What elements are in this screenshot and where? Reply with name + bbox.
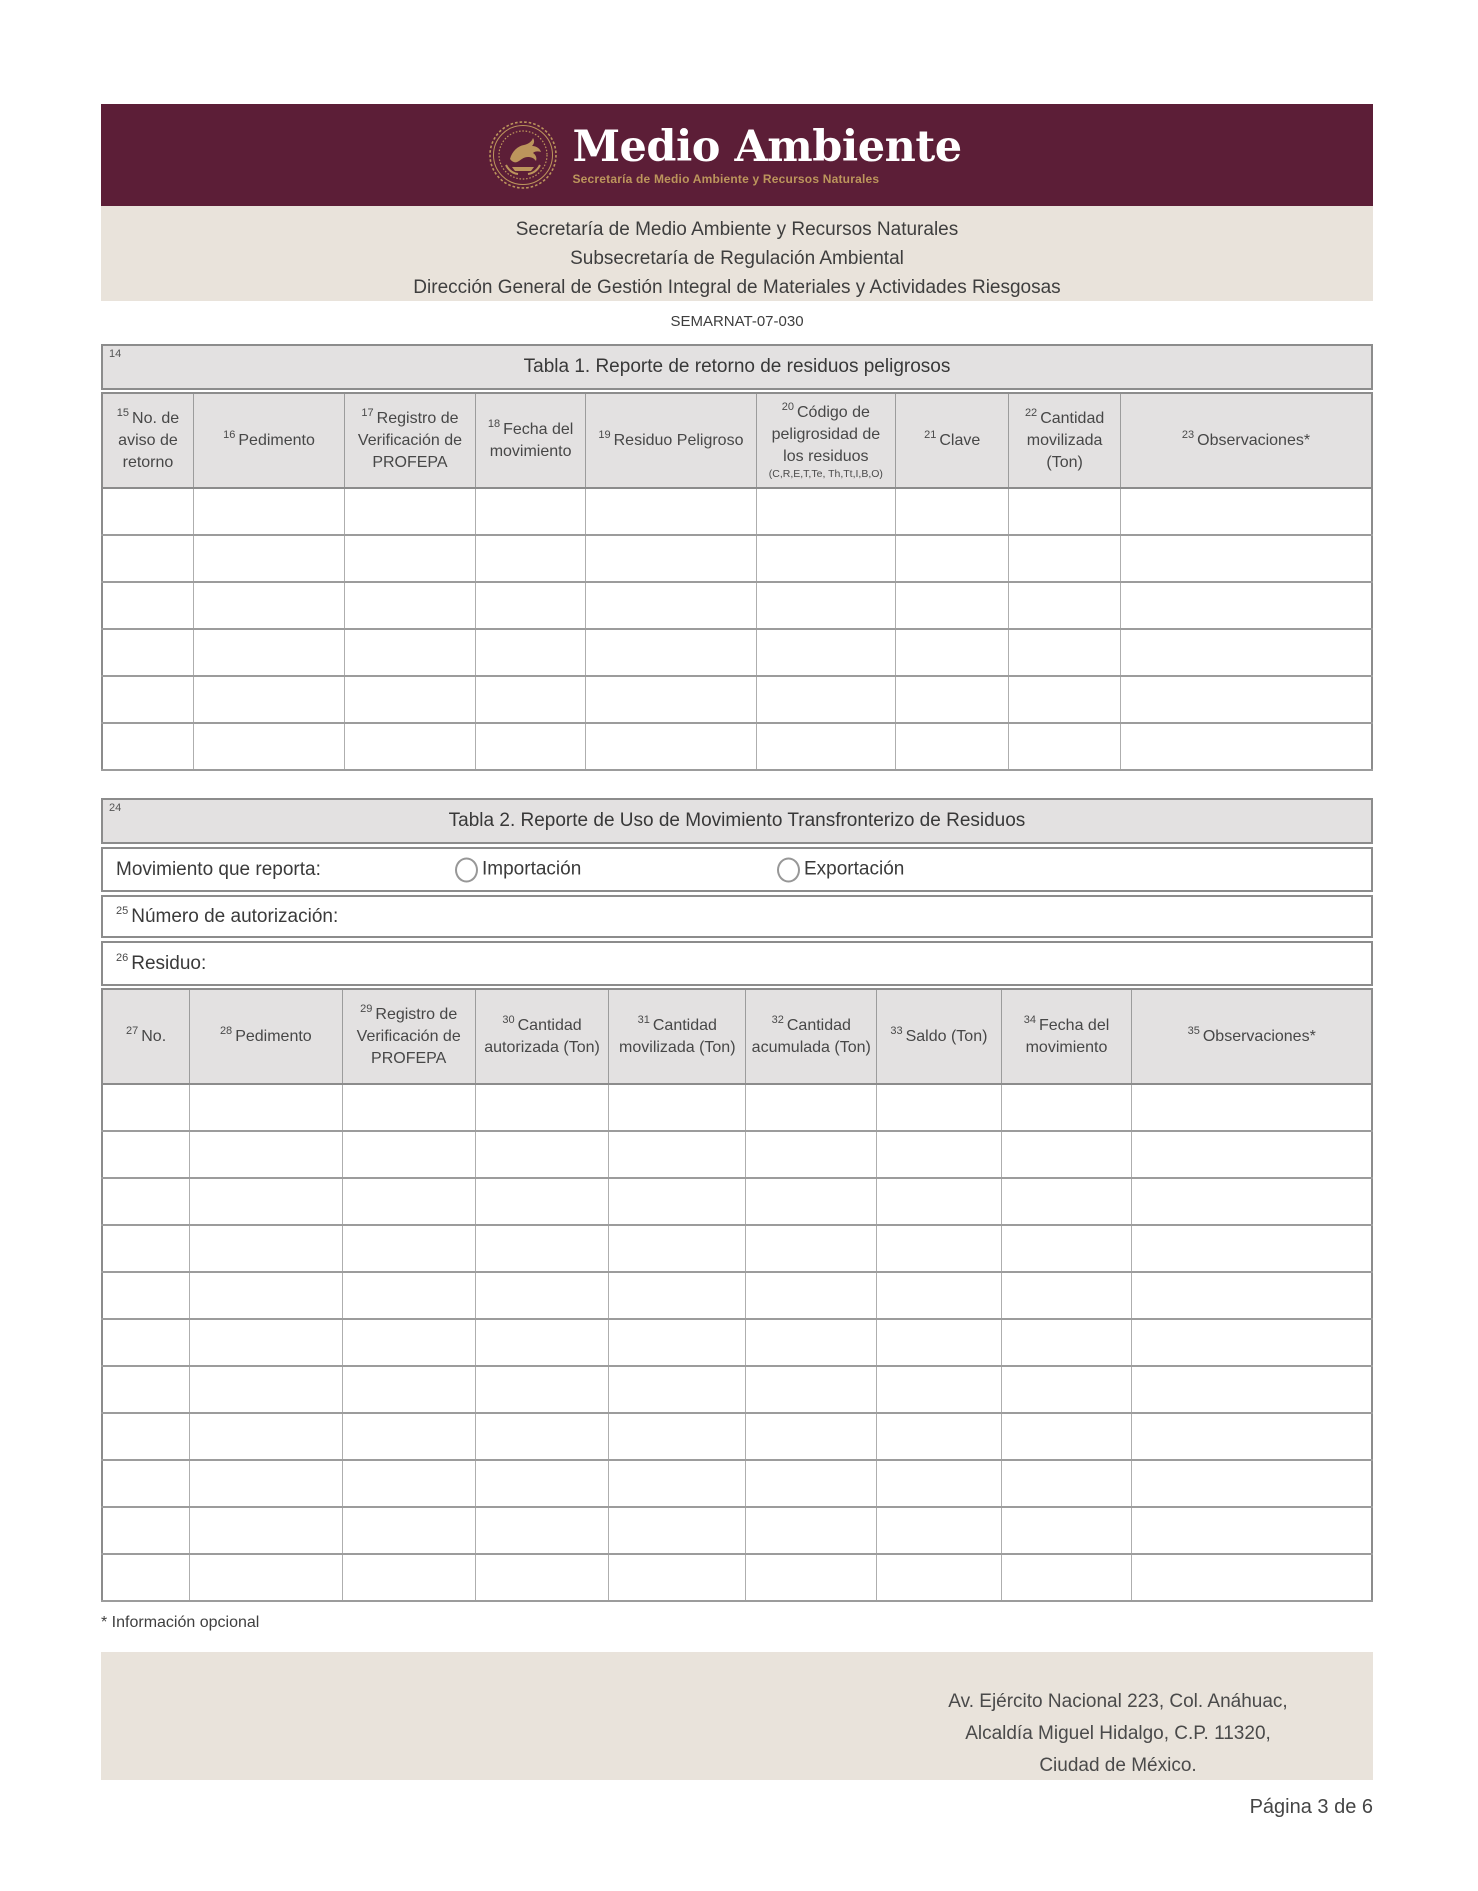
empty-cell xyxy=(746,1554,877,1601)
optional-info-footnote: * Información opcional xyxy=(101,1614,260,1631)
empty-cell xyxy=(1001,1554,1132,1601)
department-band xyxy=(101,206,1373,301)
empty-cell xyxy=(896,629,1009,676)
empty-cell xyxy=(190,1413,342,1460)
empty-cell xyxy=(193,582,344,629)
medio-ambiente-logo xyxy=(488,119,961,191)
empty-row xyxy=(102,1178,1372,1225)
movement-label: Movimiento que reporta: xyxy=(116,858,321,880)
empty-cell xyxy=(746,1272,877,1319)
empty-cell xyxy=(102,535,193,582)
empty-cell xyxy=(1132,1084,1372,1131)
empty-cell xyxy=(1001,1366,1132,1413)
table1-col-header: $^{23}$ Observaciones* xyxy=(1120,393,1372,488)
empty-cell xyxy=(475,676,585,723)
empty-cell xyxy=(1120,629,1372,676)
empty-cell xyxy=(1132,1272,1372,1319)
empty-cell xyxy=(1001,1319,1132,1366)
empty-cell xyxy=(1120,676,1372,723)
empty-cell xyxy=(1132,1507,1372,1554)
empty-cell xyxy=(342,1084,475,1131)
empty-cell xyxy=(1132,1413,1372,1460)
empty-row xyxy=(102,1460,1372,1507)
empty-cell xyxy=(609,1460,746,1507)
table1-header-row xyxy=(102,393,1372,488)
empty-cell xyxy=(102,1178,190,1225)
empty-cell xyxy=(102,582,193,629)
empty-row xyxy=(102,1366,1372,1413)
exportacion-label: Exportación xyxy=(804,858,905,880)
empty-cell xyxy=(102,1413,190,1460)
empty-cell xyxy=(475,535,585,582)
empty-cell xyxy=(746,1366,877,1413)
empty-cell xyxy=(746,1084,877,1131)
table1-ref-number: 14 xyxy=(109,348,122,360)
empty-cell xyxy=(342,1178,475,1225)
empty-cell xyxy=(190,1319,342,1366)
page-content xyxy=(101,104,1373,1820)
empty-cell xyxy=(1009,723,1121,770)
table2-col-header: $^{33}$ Saldo (Ton) xyxy=(877,989,1001,1084)
empty-cell xyxy=(102,1225,190,1272)
exportacion-option[interactable] xyxy=(777,857,904,882)
empty-row xyxy=(102,1413,1372,1460)
table2-header-row xyxy=(102,989,1372,1084)
table2-titlebar xyxy=(101,798,1373,844)
empty-cell xyxy=(896,535,1009,582)
empty-row xyxy=(102,1272,1372,1319)
empty-row xyxy=(102,676,1372,723)
empty-cell xyxy=(190,1225,342,1272)
empty-cell xyxy=(475,1507,608,1554)
gobmx-brand-bar xyxy=(101,104,1373,206)
empty-cell xyxy=(896,582,1009,629)
empty-cell xyxy=(756,676,896,723)
empty-cell xyxy=(609,1319,746,1366)
table1-col-header: $^{21}$ Clave xyxy=(896,393,1009,488)
empty-cell xyxy=(190,1507,342,1554)
empty-cell xyxy=(102,1319,190,1366)
empty-cell xyxy=(1009,488,1121,535)
mexico-coat-of-arms-icon xyxy=(488,119,558,191)
empty-cell xyxy=(1132,1460,1372,1507)
footer-band xyxy=(101,1652,1373,1780)
empty-row xyxy=(102,1319,1372,1366)
empty-cell xyxy=(475,1366,608,1413)
empty-cell xyxy=(342,1319,475,1366)
empty-cell xyxy=(190,1131,342,1178)
empty-cell xyxy=(586,629,756,676)
empty-cell xyxy=(190,1178,342,1225)
empty-cell xyxy=(877,1366,1001,1413)
empty-cell xyxy=(190,1366,342,1413)
empty-cell xyxy=(342,1460,475,1507)
table2-col-header: $^{28}$ Pedimento xyxy=(190,989,342,1084)
empty-cell xyxy=(1001,1225,1132,1272)
empty-cell xyxy=(102,1131,190,1178)
empty-cell xyxy=(475,723,585,770)
empty-cell xyxy=(877,1225,1001,1272)
table1 xyxy=(101,392,1373,771)
empty-cell xyxy=(877,1460,1001,1507)
empty-cell xyxy=(475,1413,608,1460)
empty-cell xyxy=(746,1178,877,1225)
importacion-radio[interactable] xyxy=(455,857,478,882)
empty-cell xyxy=(609,1178,746,1225)
empty-cell xyxy=(475,1225,608,1272)
empty-cell xyxy=(877,1131,1001,1178)
empty-cell xyxy=(877,1319,1001,1366)
empty-cell xyxy=(1001,1178,1132,1225)
table1-col-header: $^{20}$ Código de peligrosidad de los residuos (C,R,E,T,Te, Th,Tt,I,B,O) xyxy=(756,393,896,488)
empty-cell xyxy=(475,1178,608,1225)
empty-cell xyxy=(102,488,193,535)
address-line: Alcaldía Miguel Hidalgo, C.P. 11320, xyxy=(965,1723,1271,1744)
empty-cell xyxy=(190,1554,342,1601)
empty-cell xyxy=(746,1319,877,1366)
empty-cell xyxy=(1001,1413,1132,1460)
empty-cell xyxy=(1120,723,1372,770)
empty-row xyxy=(102,629,1372,676)
empty-cell xyxy=(1132,1225,1372,1272)
empty-cell xyxy=(1001,1507,1132,1554)
table1-col-header: $^{15}$ No. de aviso de retorno xyxy=(102,393,193,488)
empty-cell xyxy=(1132,1319,1372,1366)
brand-title: Medio Ambiente xyxy=(572,121,962,172)
empty-cell xyxy=(609,1225,746,1272)
empty-row xyxy=(102,1507,1372,1554)
empty-cell xyxy=(746,1460,877,1507)
empty-cell xyxy=(746,1131,877,1178)
residuo-row xyxy=(101,941,1373,986)
table2-col-header: $^{32}$ Cantidad acumulada (Ton) xyxy=(746,989,877,1084)
empty-cell xyxy=(586,488,756,535)
empty-cell xyxy=(345,488,476,535)
address-line: Ciudad de México. xyxy=(1039,1755,1197,1776)
empty-cell xyxy=(475,1554,608,1601)
table2-ref-number: 24 xyxy=(109,802,122,814)
empty-row xyxy=(102,723,1372,770)
empty-cell xyxy=(609,1084,746,1131)
empty-cell xyxy=(193,723,344,770)
empty-cell xyxy=(102,1460,190,1507)
empty-cell xyxy=(1120,535,1372,582)
empty-cell xyxy=(345,582,476,629)
empty-cell xyxy=(102,1084,190,1131)
empty-cell xyxy=(756,535,896,582)
empty-cell xyxy=(609,1413,746,1460)
table2-col-header: $^{35}$ Observaciones* xyxy=(1132,989,1372,1084)
empty-cell xyxy=(609,1131,746,1178)
empty-cell xyxy=(342,1131,475,1178)
residuo-label: $^{26}$ Residuo: xyxy=(116,952,207,974)
empty-cell xyxy=(877,1507,1001,1554)
empty-cell xyxy=(586,676,756,723)
empty-cell xyxy=(190,1460,342,1507)
empty-cell xyxy=(193,535,344,582)
empty-cell xyxy=(342,1413,475,1460)
empty-cell xyxy=(475,629,585,676)
empty-cell xyxy=(193,676,344,723)
empty-cell xyxy=(345,723,476,770)
empty-cell xyxy=(1132,1131,1372,1178)
page-number: Página 3 de 6 xyxy=(1249,1796,1373,1818)
empty-cell xyxy=(1120,488,1372,535)
table2 xyxy=(101,988,1373,1602)
empty-row xyxy=(102,535,1372,582)
empty-cell xyxy=(342,1507,475,1554)
empty-row xyxy=(102,1084,1372,1131)
empty-cell xyxy=(342,1272,475,1319)
empty-row xyxy=(102,582,1372,629)
empty-cell xyxy=(193,488,344,535)
exportacion-radio[interactable] xyxy=(777,857,800,882)
empty-cell xyxy=(1132,1178,1372,1225)
empty-row xyxy=(102,488,1372,535)
empty-cell xyxy=(609,1272,746,1319)
empty-cell xyxy=(345,629,476,676)
table2-col-header: $^{30}$ Cantidad autorizada (Ton) xyxy=(475,989,608,1084)
empty-cell xyxy=(896,676,1009,723)
table1-col-header: $^{22}$ Cantidad movilizada (Ton) xyxy=(1009,393,1121,488)
empty-cell xyxy=(896,723,1009,770)
empty-row xyxy=(102,1131,1372,1178)
table1-col-header: $^{18}$ Fecha del movimiento xyxy=(475,393,585,488)
empty-cell xyxy=(1001,1272,1132,1319)
table1-titlebar xyxy=(101,344,1373,390)
empty-cell xyxy=(586,535,756,582)
empty-cell xyxy=(190,1084,342,1131)
empty-cell xyxy=(756,629,896,676)
department-line: Secretaría de Medio Ambiente y Recursos Naturales xyxy=(515,219,959,240)
empty-cell xyxy=(756,582,896,629)
residuo-input[interactable] xyxy=(206,943,1371,984)
table1-col-header: $^{17}$ Registro de Verificación de PROFEPA xyxy=(345,393,476,488)
empty-cell xyxy=(102,1507,190,1554)
empty-cell xyxy=(609,1507,746,1554)
table1-col-header: $^{16}$ Pedimento xyxy=(193,393,344,488)
form-code: SEMARNAT-07-030 xyxy=(670,313,804,330)
empty-cell xyxy=(102,629,193,676)
empty-cell xyxy=(1001,1131,1132,1178)
table1-title: Tabla 1. Reporte de retorno de residuos peligrosos xyxy=(523,356,951,377)
address-block xyxy=(928,1686,1308,1782)
table1-section xyxy=(101,344,1373,771)
table2-col-header: $^{27}$ No. xyxy=(102,989,190,1084)
hazard-codes-note: (C,R,E,T,Te, Th,Tt,I,B,O) xyxy=(768,467,883,480)
empty-cell xyxy=(345,535,476,582)
empty-cell xyxy=(746,1413,877,1460)
empty-cell xyxy=(1120,582,1372,629)
autorizacion-row xyxy=(101,895,1373,938)
empty-cell xyxy=(746,1225,877,1272)
table2-title: Tabla 2. Reporte de Uso de Movimiento Transfronterizo de Residuos xyxy=(448,810,1026,831)
empty-cell xyxy=(102,1366,190,1413)
empty-cell xyxy=(342,1366,475,1413)
table2-col-header: $^{29}$ Registro de Verificación de PROFEPA xyxy=(342,989,475,1084)
empty-cell xyxy=(877,1272,1001,1319)
empty-cell xyxy=(193,629,344,676)
empty-row xyxy=(102,1554,1372,1601)
importacion-option[interactable] xyxy=(455,857,581,882)
empty-cell xyxy=(1009,535,1121,582)
address-line: Av. Ejército Nacional 223, Col. Anáhuac, xyxy=(948,1691,1288,1712)
empty-cell xyxy=(102,1272,190,1319)
empty-cell xyxy=(756,488,896,535)
empty-row xyxy=(102,1225,1372,1272)
empty-cell xyxy=(1001,1460,1132,1507)
empty-cell xyxy=(475,1460,608,1507)
empty-cell xyxy=(475,1319,608,1366)
empty-cell xyxy=(896,488,1009,535)
table1-col-header: $^{19}$ Residuo Peligroso xyxy=(586,393,756,488)
empty-cell xyxy=(342,1225,475,1272)
empty-cell xyxy=(475,1272,608,1319)
empty-cell xyxy=(102,676,193,723)
table2-section xyxy=(101,798,1373,1602)
empty-cell xyxy=(1001,1084,1132,1131)
brand-subtitle: Secretaría de Medio Ambiente y Recursos Naturales xyxy=(572,171,880,186)
empty-cell xyxy=(1132,1366,1372,1413)
movement-type-row xyxy=(101,847,1373,892)
empty-cell xyxy=(609,1366,746,1413)
empty-cell xyxy=(1132,1554,1372,1601)
empty-cell xyxy=(342,1554,475,1601)
empty-cell xyxy=(756,723,896,770)
empty-cell xyxy=(102,723,193,770)
empty-cell xyxy=(475,1084,608,1131)
empty-cell xyxy=(1009,676,1121,723)
empty-cell xyxy=(475,582,585,629)
empty-cell xyxy=(475,488,585,535)
empty-cell xyxy=(1009,629,1121,676)
department-line: Subsecretaría de Regulación Ambiental xyxy=(570,248,904,269)
empty-cell xyxy=(877,1413,1001,1460)
empty-cell xyxy=(102,1554,190,1601)
empty-cell xyxy=(586,582,756,629)
autorizacion-input[interactable] xyxy=(338,897,1371,936)
empty-cell xyxy=(345,676,476,723)
table2-col-header: $^{34}$ Fecha del movimiento xyxy=(1001,989,1132,1084)
empty-cell xyxy=(877,1084,1001,1131)
empty-cell xyxy=(190,1272,342,1319)
importacion-label: Importación xyxy=(482,858,582,880)
empty-cell xyxy=(877,1554,1001,1601)
table2-col-header: $^{31}$ Cantidad movilizada (Ton) xyxy=(609,989,746,1084)
empty-cell xyxy=(609,1554,746,1601)
empty-cell xyxy=(1009,582,1121,629)
empty-cell xyxy=(475,1131,608,1178)
empty-cell xyxy=(746,1507,877,1554)
department-line: Dirección General de Gestión Integral de Materiales y Actividades Riesgosas xyxy=(413,277,1061,298)
brand-text xyxy=(572,121,962,186)
empty-cell xyxy=(877,1178,1001,1225)
empty-cell xyxy=(586,723,756,770)
autorizacion-label: $^{25}$ Número de autorización: xyxy=(116,905,339,927)
